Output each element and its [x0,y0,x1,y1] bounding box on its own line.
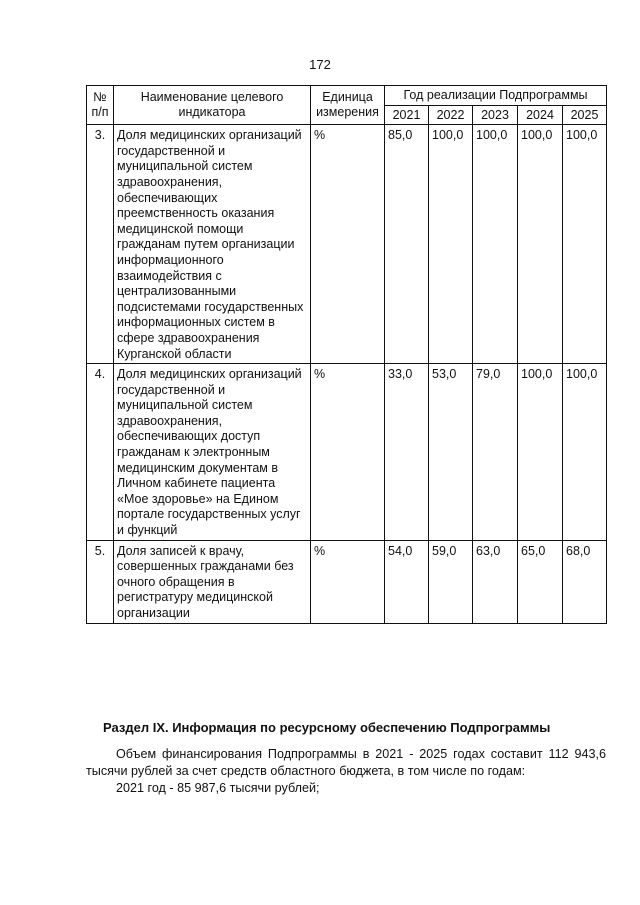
value-cell: 100,0 [563,125,607,364]
indicator-name: Доля записей к врачу, совершенных гражданами без очного обращения в регистратуру медицинской организации [114,540,311,623]
header-year: 2022 [429,105,473,125]
header-name: Наименование целевого индикатора [114,86,311,125]
table-row [87,540,607,623]
value-cell: 85,0 [385,125,429,364]
table-row [87,364,607,541]
unit-cell: % [311,540,385,623]
value-cell: 63,0 [473,540,518,623]
row-number: 5. [87,540,114,623]
header-year: 2025 [563,105,607,125]
indicator-name: Доля медицинских организаций государственной и муниципальной систем здравоохранения, обеспечивающих преемственность оказания медицинской помощи гражданам путем организации информационного взаимодействия с централизованными подсистемами государственных информационных систем в сфере здравоохранения Курганской области [114,125,311,364]
value-cell: 79,0 [473,364,518,541]
value-cell: 100,0 [518,364,563,541]
value-cell: 68,0 [563,540,607,623]
indicator-name: Доля медицинских организаций государственной и муниципальной систем здравоохранения, обеспечивающих доступ гражданам к электронным медицинским документам в Личном кабинете пациента «Мое здоровье» на Едином портале государственных услуг и функций [114,364,311,541]
value-cell: 65,0 [518,540,563,623]
header-year: 2023 [473,105,518,125]
indicators-table [86,85,607,624]
value-cell: 100,0 [563,364,607,541]
value-cell: 59,0 [429,540,473,623]
financing-text [86,746,606,797]
value-cell: 53,0 [429,364,473,541]
unit-cell: % [311,364,385,541]
header-year: 2021 [385,105,429,125]
table-row [87,125,607,364]
value-cell: 33,0 [385,364,429,541]
unit-cell: % [311,125,385,364]
value-cell: 54,0 [385,540,429,623]
header-num: № п/п [87,86,114,125]
financing-year-line: 2021 год - 85 987,6 тысячи рублей; [116,781,320,795]
header-unit: Единица измерения [311,86,385,125]
row-number: 4. [87,364,114,541]
section-title: Раздел IX. Информация по ресурсному обеспечению Подпрограммы [103,720,551,735]
value-cell: 100,0 [473,125,518,364]
row-number: 3. [87,125,114,364]
financing-paragraph: Объем финансирования Подпрограммы в 2021 - 2025 годах составит 112 943,6 тысячи рублей за счет средств областного бюджета, в том числе по годам: [86,747,606,778]
header-years-title: Год реализации Подпрограммы [385,86,607,106]
value-cell: 100,0 [429,125,473,364]
header-year: 2024 [518,105,563,125]
page-number: 172 [309,57,331,72]
value-cell: 100,0 [518,125,563,364]
